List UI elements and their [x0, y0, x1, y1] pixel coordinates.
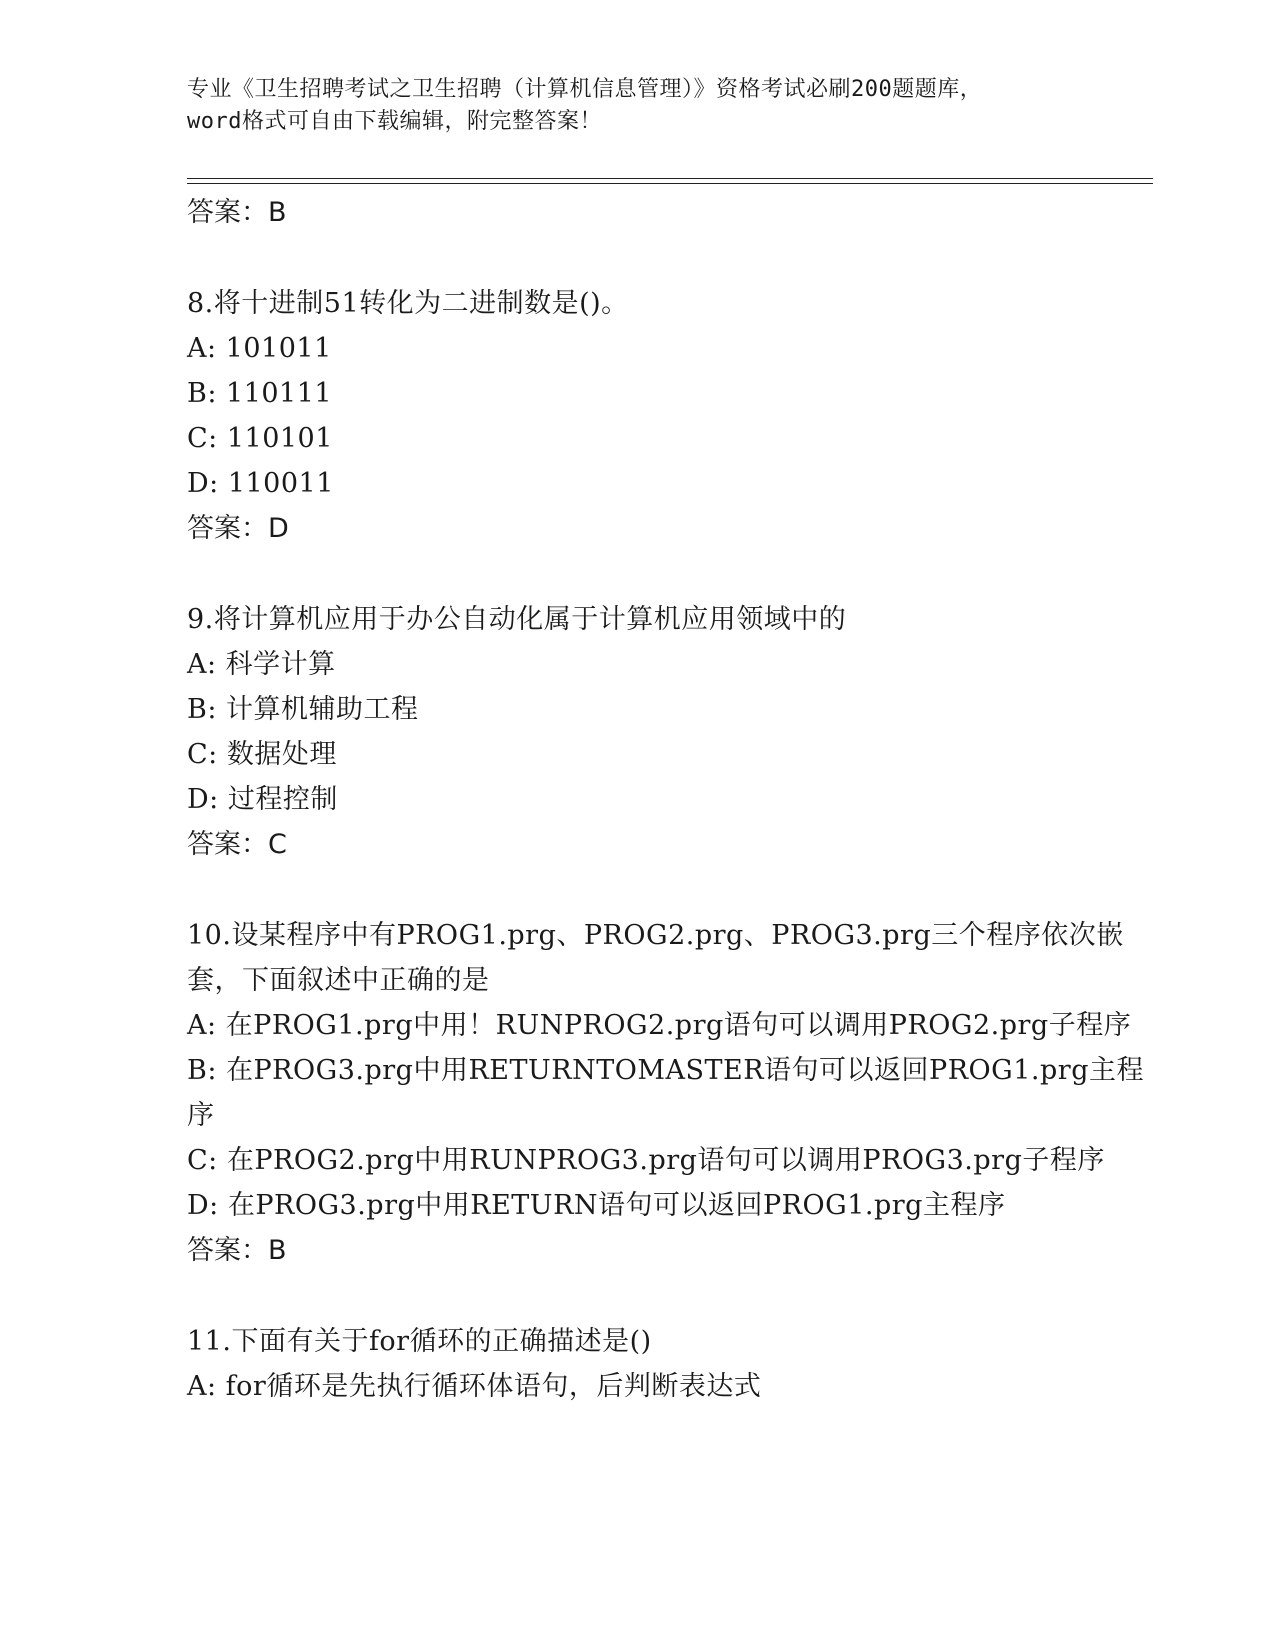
answer-line: 答案：C	[187, 829, 287, 860]
question-option: C: 在PROG2.prg中用RUNPROG3.prg语句可以调用PROG3.prg子程序	[187, 1145, 1105, 1176]
question-stem: 8.将十进制51转化为二进制数是()。	[187, 288, 629, 319]
question-gap	[187, 868, 1087, 913]
question-option: D: 在PROG3.prg中用RETURN语句可以返回PROG1.prg主程序	[187, 1190, 1006, 1221]
question-option: B: 计算机辅助工程	[187, 694, 419, 725]
question-option: B: 110111	[187, 378, 333, 409]
question-gap	[187, 552, 1087, 597]
answer-line: 答案：B	[187, 197, 287, 228]
question-block	[187, 281, 1087, 552]
question-option: A: 在PROG1.prg中用！RUNPROG2.prg语句可以调用PROG2.prg子程序	[187, 1010, 1132, 1041]
question-stem: 套，下面叙述中正确的是	[187, 965, 490, 996]
question-list	[187, 190, 1144, 1409]
header-line-2: word格式可自由下载编辑，附完整答案！	[187, 109, 602, 134]
question-option: D: 110011	[187, 468, 334, 499]
header-line-1: 专业《卫生招聘考试之卫生招聘（计算机信息管理）》资格考试必刷200题题库，	[187, 77, 983, 102]
header-divider-top	[187, 178, 1153, 179]
document-header	[187, 74, 1087, 138]
question-option: B: 在PROG3.prg中用RETURNTOMASTER语句可以返回PROG1.prg主程	[187, 1055, 1144, 1086]
question-option: D: 过程控制	[187, 784, 338, 815]
question-block	[187, 1319, 1087, 1409]
questions-container	[187, 236, 1144, 1409]
question-option: A: for循环是先执行循环体语句，后判断表达式	[187, 1371, 762, 1402]
question-stem: 11.下面有关于for循环的正确描述是()	[187, 1326, 652, 1357]
question-option: A: 科学计算	[187, 649, 336, 680]
question-gap	[187, 236, 1087, 281]
question-option: 序	[187, 1100, 215, 1131]
question-option: C: 110101	[187, 423, 333, 454]
question-option: A: 101011	[187, 333, 332, 364]
header-divider-bottom	[187, 183, 1153, 184]
question-stem: 10.设某程序中有PROG1.prg、PROG2.prg、PROG3.prg三个程序依次嵌	[187, 920, 1124, 951]
answer-line: 答案：D	[187, 513, 289, 544]
question-gap	[187, 1274, 1087, 1319]
question-stem: 9.将计算机应用于办公自动化属于计算机应用领域中的	[187, 604, 847, 635]
answer-line: 答案：B	[187, 1235, 287, 1266]
question-option: C: 数据处理	[187, 739, 337, 770]
question-block	[187, 913, 1144, 1274]
question-block	[187, 597, 1087, 868]
